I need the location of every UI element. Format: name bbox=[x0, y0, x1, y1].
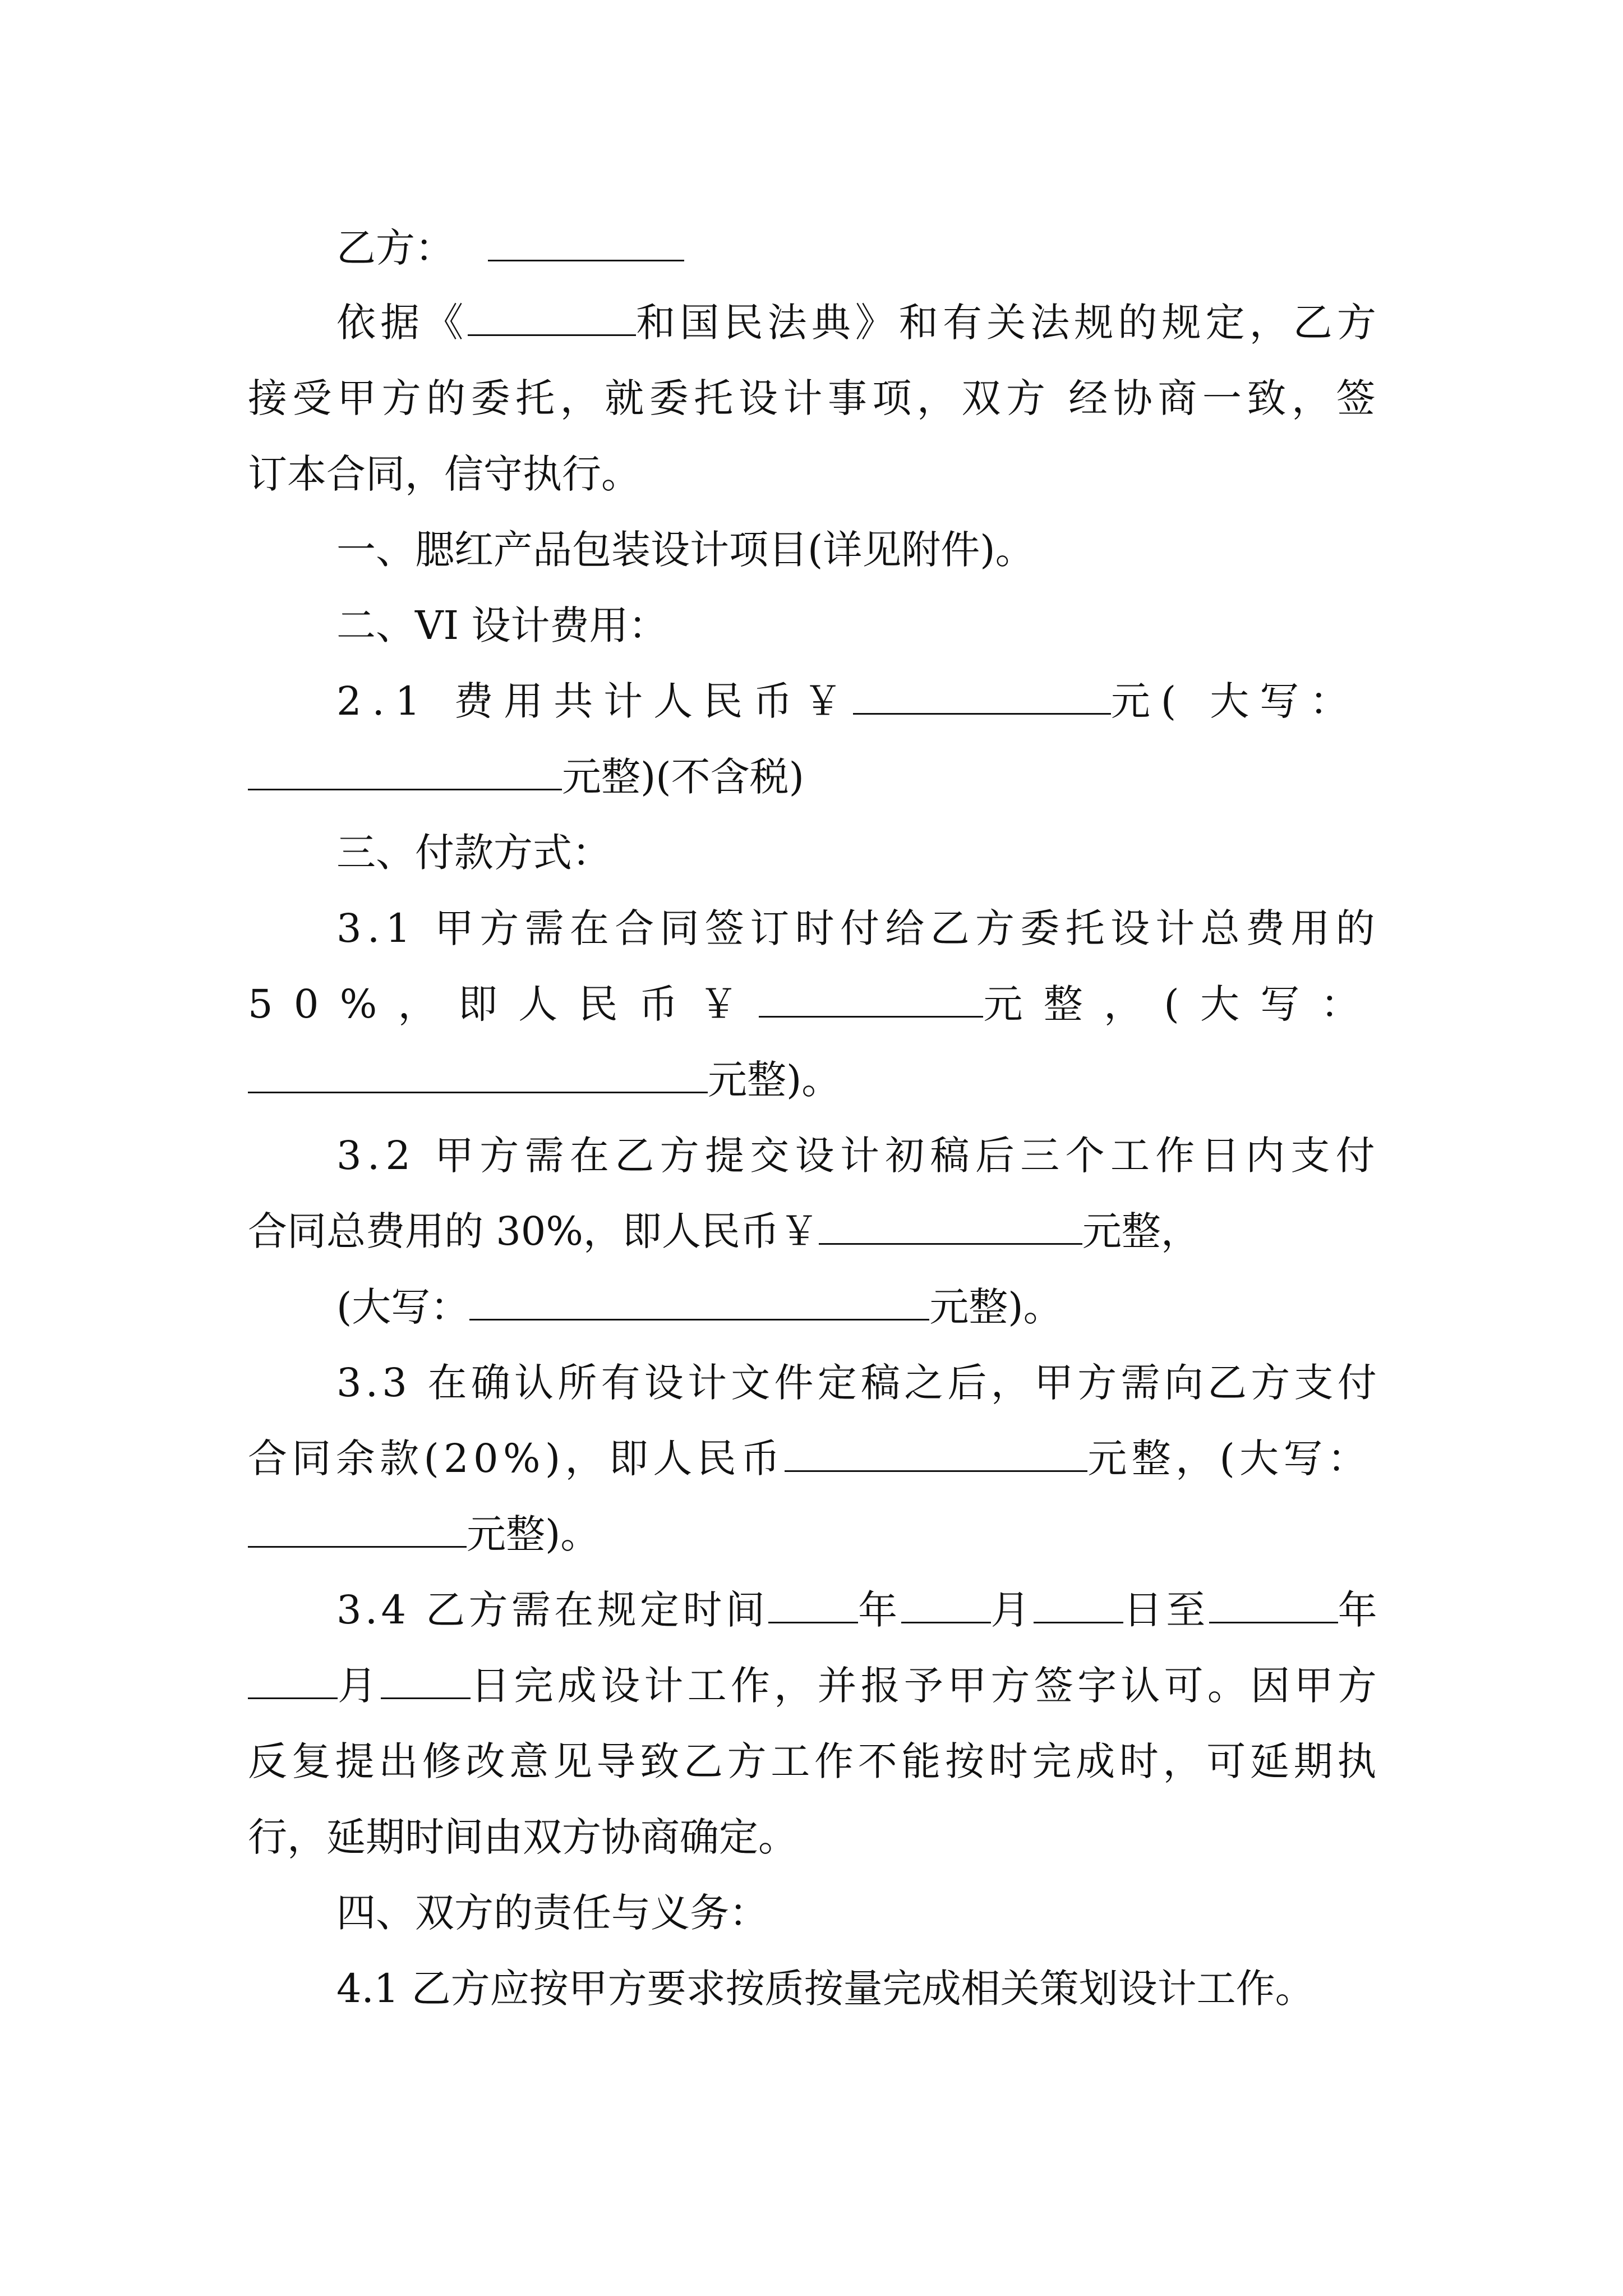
line-text: 日完成设计工作，并报予甲方签字认可。因甲方 bbox=[471, 1663, 1381, 1709]
document-line bbox=[0, 1355, 1623, 1411]
line-text: 乙方： bbox=[336, 225, 454, 271]
line-text: 合同余款(20%)，即人民币 bbox=[248, 1435, 785, 1481]
line-content bbox=[248, 1430, 1371, 1487]
document-line bbox=[0, 295, 1623, 351]
document-line bbox=[0, 900, 1623, 956]
document-line bbox=[0, 1658, 1623, 1714]
line-content bbox=[248, 976, 1381, 1032]
document-line bbox=[0, 673, 1623, 729]
document-line bbox=[0, 1885, 1623, 1941]
line-text: 月 bbox=[337, 1663, 381, 1709]
fill-in-blank bbox=[488, 220, 684, 261]
line-text: 反复提出修改意见导致乙方工作不能按时完成时，可延期执 bbox=[248, 1738, 1381, 1784]
fill-in-blank bbox=[759, 977, 983, 1018]
line-content bbox=[248, 1809, 797, 1865]
document-line bbox=[0, 1582, 1623, 1638]
line-content bbox=[336, 1885, 768, 1941]
fill-in-blank bbox=[381, 1658, 471, 1699]
document-line bbox=[0, 1203, 1623, 1259]
fill-in-blank bbox=[468, 295, 636, 336]
line-content bbox=[248, 1658, 1381, 1714]
line-text: 50%，即人民币￥ bbox=[248, 981, 759, 1027]
line-text: 和国民法典》和有关法规的规定，乙方 bbox=[636, 300, 1381, 346]
line-text: 4.1 乙方应按甲方要求按质按量完成相关策划设计工作。 bbox=[336, 1966, 1315, 2012]
fill-in-blank bbox=[901, 1582, 990, 1623]
line-text: 日至 bbox=[1123, 1587, 1209, 1633]
document-line bbox=[0, 1279, 1623, 1335]
line-text: 四、双方的责任与义务： bbox=[336, 1890, 768, 1936]
fill-in-blank bbox=[248, 1052, 708, 1093]
line-content bbox=[248, 1052, 841, 1108]
line-text: 3.4 乙方需在规定时间 bbox=[336, 1587, 769, 1633]
document-line bbox=[0, 976, 1623, 1032]
document-line bbox=[0, 1961, 1623, 2017]
line-content bbox=[336, 522, 1035, 578]
line-text: 3.2 甲方需在乙方提交设计初稿后三个工作日内支付 bbox=[336, 1133, 1381, 1179]
fill-in-blank bbox=[785, 1431, 1087, 1472]
line-content bbox=[336, 1279, 1063, 1335]
fill-in-blank bbox=[248, 1507, 467, 1548]
line-content bbox=[248, 1733, 1381, 1789]
line-content bbox=[336, 1961, 1315, 2017]
line-text: 依据《 bbox=[336, 300, 468, 346]
fill-in-blank bbox=[248, 749, 562, 790]
fill-in-blank bbox=[248, 1658, 338, 1699]
line-text: 行，延期时间由双方协商确定。 bbox=[248, 1814, 797, 1860]
line-text: 元整)。 bbox=[708, 1057, 841, 1103]
line-content bbox=[336, 1355, 1381, 1411]
line-text: 接受甲方的委托，就委托设计事项，双方 经协商一致，签 bbox=[248, 375, 1381, 421]
line-content bbox=[248, 1506, 600, 1562]
document-line bbox=[0, 1809, 1623, 1865]
document-line bbox=[0, 370, 1623, 426]
line-content bbox=[336, 597, 667, 654]
line-text: (大写： bbox=[336, 1284, 470, 1330]
document-line bbox=[0, 220, 1623, 276]
line-text: 年 bbox=[1338, 1587, 1381, 1633]
line-content bbox=[336, 900, 1381, 956]
document-line bbox=[0, 522, 1623, 578]
line-text: 元整)。 bbox=[929, 1284, 1063, 1330]
line-text: 合同总费用的 30%，即人民币￥ bbox=[248, 1208, 819, 1254]
line-text: 三、付款方式： bbox=[336, 830, 611, 876]
document-line bbox=[0, 1128, 1623, 1184]
line-content bbox=[248, 749, 804, 805]
line-text: 元整)(不含税) bbox=[562, 754, 804, 800]
document-line bbox=[0, 1506, 1623, 1562]
document-line bbox=[0, 1052, 1623, 1108]
fill-in-blank bbox=[469, 1280, 929, 1320]
line-content bbox=[248, 446, 640, 502]
line-content bbox=[336, 220, 684, 276]
line-text: 月 bbox=[990, 1587, 1034, 1633]
fill-in-blank bbox=[1209, 1582, 1338, 1623]
document-line bbox=[0, 1430, 1623, 1487]
fill-in-blank bbox=[819, 1204, 1082, 1245]
line-text: 3.3 在确认所有设计文件定稿之后，甲方需向乙方支付 bbox=[336, 1360, 1381, 1406]
line-text: 2.1 费用共计人民币￥ bbox=[336, 678, 853, 724]
fill-in-blank bbox=[853, 674, 1111, 715]
line-text: 元整， bbox=[1082, 1208, 1200, 1254]
line-content bbox=[336, 1128, 1381, 1184]
line-text: 年 bbox=[858, 1587, 901, 1633]
line-content bbox=[248, 1203, 1200, 1259]
line-text: 订本合同，信守执行。 bbox=[248, 451, 640, 497]
line-text: 3.1 甲方需在合同签订时付给乙方委托设计总费用的 bbox=[336, 905, 1381, 951]
document-line bbox=[0, 446, 1623, 502]
line-text: 元整，(大写： bbox=[983, 981, 1381, 1027]
line-text: 元整)。 bbox=[467, 1511, 600, 1557]
line-content bbox=[336, 673, 1359, 729]
document-line bbox=[0, 1733, 1623, 1789]
fill-in-blank bbox=[768, 1582, 858, 1623]
line-text: 一、腮红产品包装设计项目(详见附件)。 bbox=[336, 527, 1035, 573]
line-content bbox=[336, 825, 611, 881]
line-text: 二、VI 设计费用： bbox=[336, 602, 668, 648]
line-content bbox=[336, 295, 1381, 351]
document-line bbox=[0, 597, 1623, 654]
line-content bbox=[248, 370, 1381, 426]
document-line bbox=[0, 749, 1623, 805]
document-line bbox=[0, 825, 1623, 881]
line-text: 元( 大写： bbox=[1110, 678, 1360, 724]
line-text: 元整，(大写： bbox=[1087, 1435, 1372, 1481]
fill-in-blank bbox=[1034, 1582, 1123, 1623]
line-content bbox=[336, 1582, 1381, 1638]
